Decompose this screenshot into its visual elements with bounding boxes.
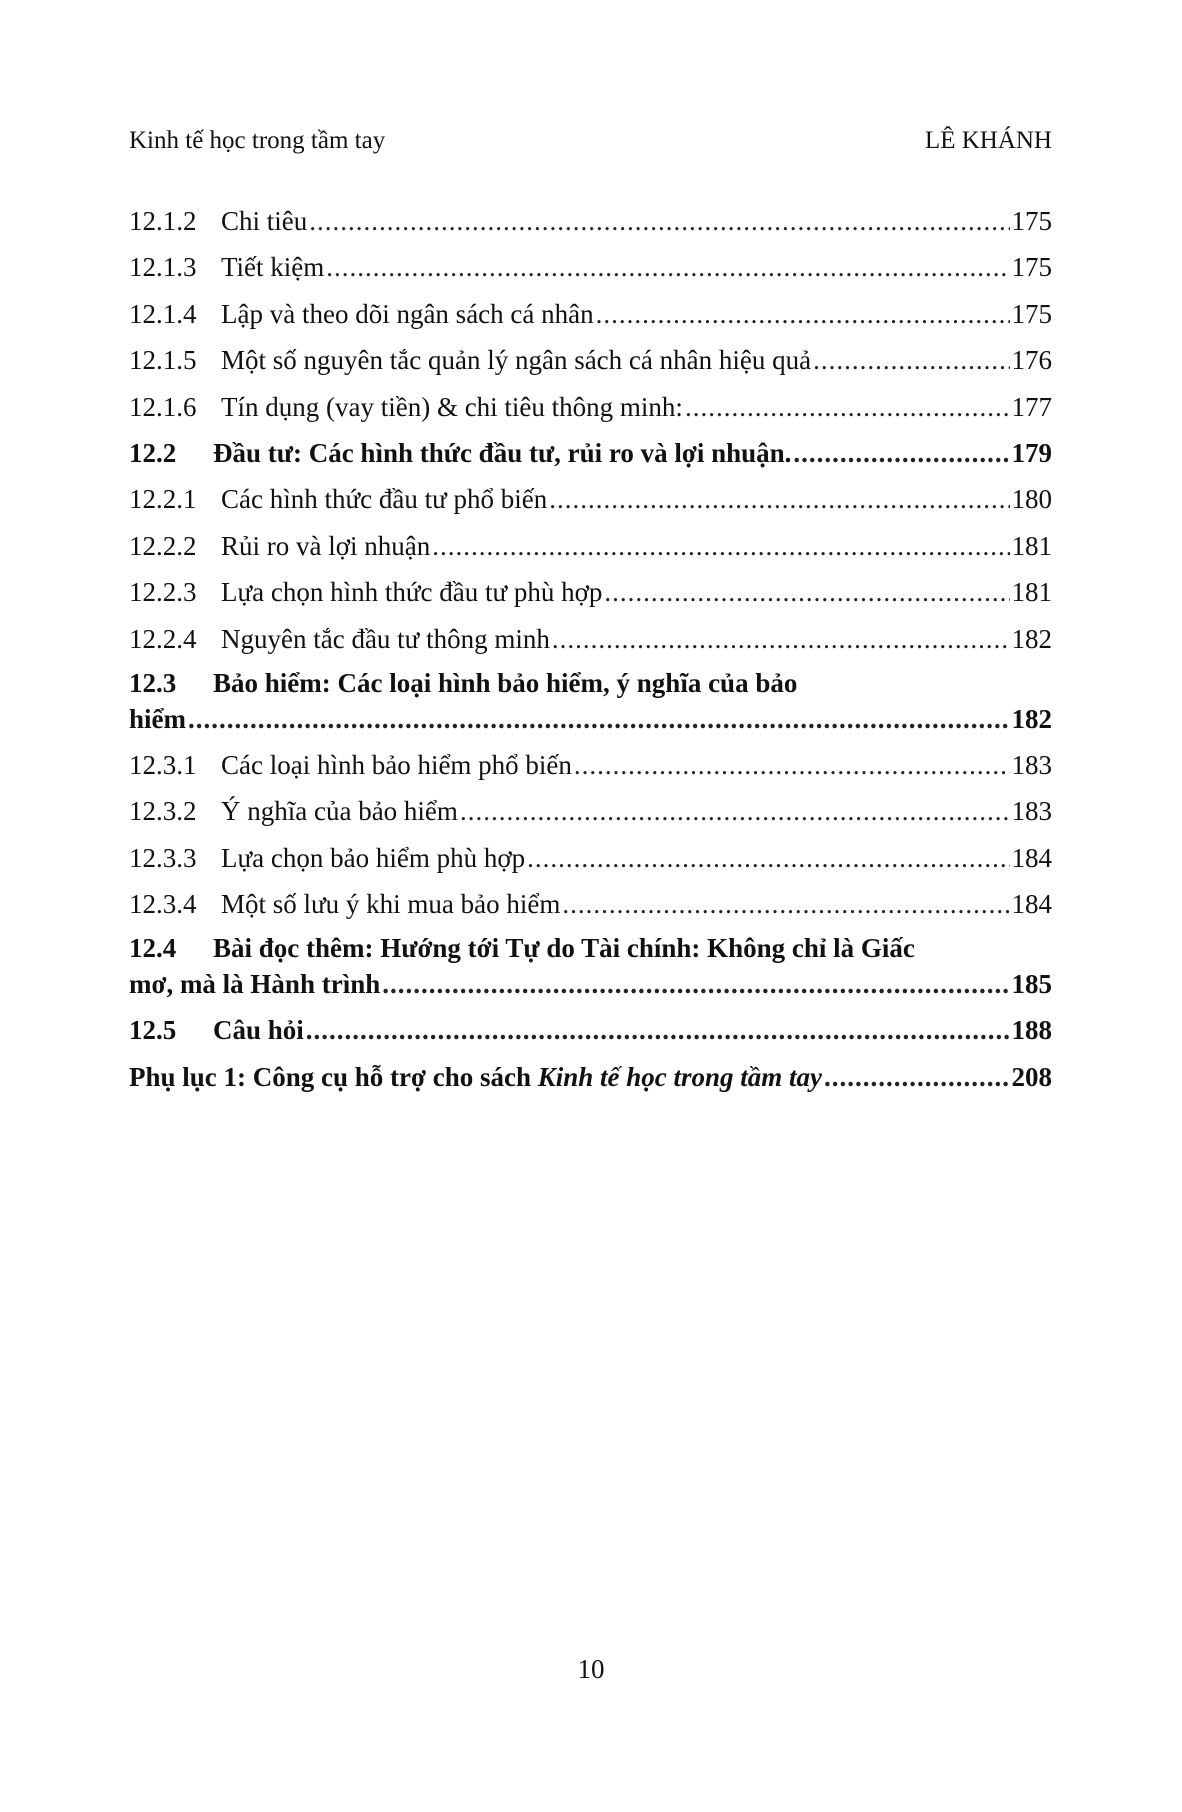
toc-number: 12.3.1: [129, 749, 197, 780]
toc-page: 184: [1011, 842, 1052, 873]
dot-leader: [813, 337, 1009, 383]
toc-entry-12-3-2[interactable]: [129, 788, 1052, 834]
table-of-contents: [129, 198, 1052, 1100]
toc-entry-12-3[interactable]: [129, 662, 1052, 742]
dot-leader: [552, 616, 1010, 662]
toc-title: Các loại hình bảo hiểm phổ biến: [221, 749, 572, 780]
dot-leader: [382, 965, 1009, 1003]
toc-title-line-1: Bảo hiểm: Các loại hình bảo hiểm, ý nghĩa của bảo: [213, 667, 798, 698]
dot-leader: [549, 476, 1009, 522]
toc-page: 176: [1011, 345, 1052, 376]
toc-entry-12-3-3[interactable]: [129, 835, 1052, 881]
toc-page: 184: [1011, 889, 1052, 920]
toc-number: 12.3.2: [129, 796, 197, 827]
toc-page: 182: [1011, 623, 1052, 654]
toc-number: 12.1.5: [129, 345, 197, 376]
page-number: 10: [577, 1654, 605, 1684]
toc-number: 12.4: [129, 933, 177, 964]
toc-number: 12.2.4: [129, 623, 197, 654]
dot-leader: [527, 835, 1009, 881]
toc-page: 177: [1011, 391, 1052, 422]
appendix-prefix: Phụ lục 1: Công cụ hỗ trợ cho sách: [129, 1061, 538, 1092]
toc-entry-12-4[interactable]: [129, 927, 1052, 1007]
toc-entry-12-5[interactable]: [129, 1007, 1052, 1053]
toc-title: Tín dụng (vay tiền) & chi tiêu thông minh:: [221, 391, 683, 422]
toc-title: [129, 1054, 822, 1100]
toc-page: 180: [1011, 484, 1052, 515]
toc-page: 185: [1011, 969, 1052, 1000]
running-header: [129, 126, 1052, 156]
toc-title: Các hình thức đầu tư phổ biến: [221, 484, 548, 515]
toc-entry-12-1-4[interactable]: [129, 291, 1052, 337]
dot-leader: [460, 788, 1010, 834]
toc-number: 12.1.2: [129, 206, 197, 236]
toc-page: 188: [1011, 1015, 1052, 1046]
appendix-book-title: Kinh tế học trong tầm tay: [537, 1061, 823, 1092]
toc-title: Câu hỏi: [213, 1015, 304, 1046]
toc-page: 182: [1011, 703, 1052, 734]
toc-title: Đầu tư: Các hình thức đầu tư, rủi ro và lợi nhuận.: [213, 437, 792, 468]
dot-leader: [306, 1007, 1010, 1053]
toc-entry-12-3-4[interactable]: [129, 881, 1052, 927]
toc-entry-12-1-5[interactable]: [129, 337, 1052, 383]
toc-page: 181: [1011, 530, 1052, 561]
toc-title: Ý nghĩa của bảo hiểm: [221, 796, 458, 827]
dot-leader: [596, 291, 1010, 337]
toc-number: 12.5: [129, 1015, 177, 1046]
toc-title-line-2: mơ, mà là Hành trình: [129, 969, 381, 1000]
toc-entry-12-1-6[interactable]: [129, 384, 1052, 430]
toc-number: 12.1.4: [129, 298, 197, 329]
author-name: LÊ KHÁNH: [924, 127, 1052, 154]
toc-title: Lập và theo dõi ngân sách cá nhân: [221, 298, 594, 329]
toc-number: 12.2.2: [129, 530, 197, 561]
dot-leader: [188, 700, 1010, 738]
toc-number: 12.2.3: [129, 577, 197, 608]
toc-title: Lựa chọn bảo hiểm phù hợp: [221, 842, 526, 873]
toc-page: 183: [1011, 796, 1052, 827]
toc-title: Một số nguyên tắc quản lý ngân sách cá nhân hiệu quả: [221, 345, 812, 376]
toc-title: Rủi ro và lợi nhuận: [221, 530, 431, 561]
toc-title: Chi tiêu: [221, 206, 308, 236]
toc-entry-12-3-1[interactable]: [129, 742, 1052, 788]
toc-entry-12-1-3[interactable]: [129, 244, 1052, 290]
dot-leader: [824, 1054, 1009, 1100]
dot-leader: [793, 430, 1009, 476]
toc-page: 208: [1011, 1061, 1052, 1092]
toc-page: 179: [1011, 437, 1052, 468]
toc-page: 175: [1011, 206, 1052, 236]
toc-number: 12.3.4: [129, 889, 197, 920]
toc-number: 12.1.6: [129, 391, 197, 422]
toc-title-line-1: Bài đọc thêm: Hướng tới Tự do Tài chính: Không chỉ là Giấc: [213, 933, 915, 964]
toc-title: Nguyên tắc đầu tư thông minh: [221, 623, 550, 654]
toc-number: 12.3.3: [129, 842, 197, 873]
toc-number: 12.2.1: [129, 484, 197, 515]
toc-entry-appendix-1[interactable]: [129, 1054, 1052, 1100]
toc-page: 181: [1011, 577, 1052, 608]
toc-entry-12-2-3[interactable]: [129, 569, 1052, 615]
dot-leader: [574, 742, 1010, 788]
toc-page: 175: [1011, 298, 1052, 329]
dot-leader: [326, 244, 1009, 290]
toc-entry-12-2-4[interactable]: [129, 616, 1052, 662]
toc-number: 12.3: [129, 667, 177, 698]
toc-page: 183: [1011, 749, 1052, 780]
toc-entry-12-2-2[interactable]: [129, 523, 1052, 569]
toc-number: 12.2: [129, 437, 177, 468]
toc-title-line-2: hiểm: [129, 703, 186, 734]
toc-entry-12-1-2[interactable]: [129, 198, 1052, 244]
dot-leader: [309, 198, 1009, 244]
toc-title: Tiết kiệm: [221, 252, 325, 283]
dot-leader: [432, 523, 1009, 569]
toc-number: 12.1.3: [129, 252, 197, 283]
toc-title: Lựa chọn hình thức đầu tư phù hợp: [221, 577, 603, 608]
toc-entry-12-2[interactable]: [129, 430, 1052, 476]
dot-leader: [685, 384, 1010, 430]
toc-entry-12-2-1[interactable]: [129, 476, 1052, 522]
dot-leader: [562, 881, 1009, 927]
book-title: Kinh tế học trong tầm tay: [129, 127, 386, 154]
toc-title: Một số lưu ý khi mua bảo hiểm: [221, 889, 561, 920]
dot-leader: [604, 569, 1009, 615]
toc-page: 175: [1011, 252, 1052, 283]
